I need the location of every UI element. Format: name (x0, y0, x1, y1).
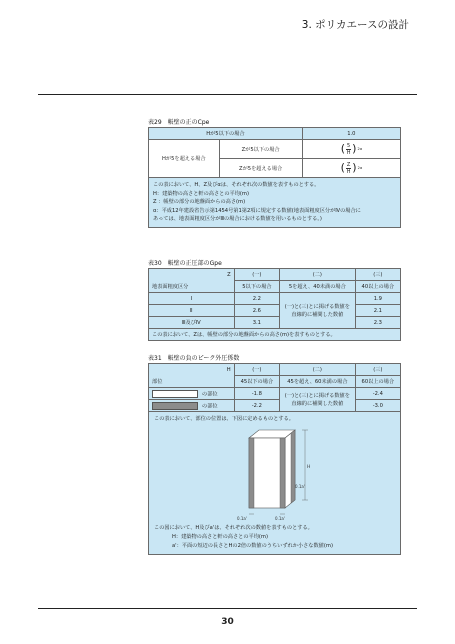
t30-header-z: Z (149, 269, 235, 281)
table30 (148, 268, 401, 341)
t30-note: この表において、Zは、帳壁の部分の地盤面からの高さ(m)を表すものとする。 (149, 329, 401, 341)
t29-row1-label: Hが5以下の場合 (149, 128, 303, 140)
t31-col1-roman: (一) (234, 364, 279, 376)
t31-row-label: の部位 (149, 400, 235, 412)
t31-cell: -3.0 (355, 400, 400, 412)
t30-row-label: Ⅰ (149, 293, 235, 305)
t30-row-label: Ⅲ及びⅣ (149, 317, 235, 329)
t30-col2-roman: (二) (280, 269, 356, 281)
t31-cell: -2.4 (355, 388, 400, 400)
t30-col3-roman: (三) (355, 269, 400, 281)
t30-mid-text: (一)と(三)とに掲げる数値を直線的に補間した数値 (280, 293, 356, 329)
t29-note-line: α：平成12年建設省告示第1454号第1第2項に規定する数値(地表面粗度区分がⅣの場合に (153, 207, 361, 214)
t29-row2-label: Hが5を超える場合 (149, 140, 220, 178)
t30-cell: 2.2 (234, 293, 279, 305)
t30-col2: 5を超え、40未満の場合 (280, 281, 356, 293)
page-number: 30 (221, 617, 234, 627)
t30-row-label: Ⅱ (149, 305, 235, 317)
t31-row-label: の部位 (149, 388, 235, 400)
table29-caption: 表29 帳壁の正のCpe (148, 119, 210, 126)
t31-col2-roman: (二) (280, 364, 356, 376)
t31-col1: 45以下の場合 (234, 376, 279, 388)
t29-formula-5-over-h: ( 5 H ) 2α (302, 140, 400, 159)
t31-col3-roman: (三) (355, 364, 400, 376)
fig-label-a1: 0.1a' (236, 516, 247, 521)
table31 (148, 363, 401, 555)
t30-cell: 2.3 (355, 317, 400, 329)
t31-row-header: 部位 (149, 376, 235, 388)
t30-col3: 40以上の場合 (355, 281, 400, 293)
t29-row2a-label: Zが5以下の場合 (219, 140, 302, 159)
fig-label-a2: 0.1a' (274, 516, 285, 521)
t31-col3: 60以上の場合 (355, 376, 400, 388)
t31-figure-note: この表において、部位の位置は、下図に定めるものとする。 (154, 416, 294, 422)
header-rule (38, 94, 417, 95)
building-zone-figure (215, 426, 335, 522)
fig-label-a3: 0.1a' (294, 484, 305, 489)
gray-zone-swatch (152, 402, 198, 410)
table29 (148, 127, 401, 228)
t30-col1: 5以下の場合 (234, 281, 279, 293)
t30-cell: 2.1 (355, 305, 400, 317)
t29-note-line: あっては、地表面粗度区分がⅢの場合における数値を用いるものとする。) (153, 216, 322, 223)
footer-rule (38, 608, 417, 609)
table30-caption: 表30 帳壁の正圧部のGpe (148, 260, 222, 267)
t31-cell: -2.2 (234, 400, 279, 412)
t30-row-header: 地表面粗度区分 (149, 281, 235, 293)
t29-notes (149, 178, 401, 228)
t30-cell: 2.6 (234, 305, 279, 317)
table31-caption: 表31 帳壁の負のピーク外圧係数 (148, 355, 240, 362)
t30-col1-roman: (一) (234, 269, 279, 281)
t31-foot-line: H：建築物の高さと軒の高さとの平均(m) (172, 534, 269, 540)
t31-foot-line: a'：平面の短辺の長さとHの2倍の数値のうちいずれか小さな数値(m) (172, 543, 333, 549)
t29-note-line: H：建築物の高さと軒の高さとの平均(m) (153, 190, 250, 197)
t31-header-h: H (149, 364, 235, 376)
t29-note-line: この表において、H、Z及びαは、それぞれ次の数値を表すものとする。 (153, 182, 320, 188)
t29-note-line: Z ：帳壁の部分の地盤面からの高さ(m) (153, 199, 246, 206)
t31-mid-text: (一)と(三)とに掲げる数値を直線的に補間した数値 (280, 388, 356, 412)
t31-cell: -1.8 (234, 388, 279, 400)
t31-foot-line: この図において、H及びa'は、それぞれ次の数値を表すものとする。 (154, 525, 313, 531)
t29-formula-z-over-h: ( Z H ) 2α (302, 159, 400, 178)
t31-col2: 45を超え、60未満の場合 (280, 376, 356, 388)
white-zone-swatch (152, 390, 198, 398)
fig-label-h: H (306, 465, 310, 470)
t31-figure-cell (149, 412, 401, 555)
header-title: 3. ポリカエースの設計 (301, 19, 409, 31)
t30-cell: 1.9 (355, 293, 400, 305)
t29-row1-value: 1.0 (302, 128, 400, 140)
t30-cell: 3.1 (234, 317, 279, 329)
t29-row2b-label: Zが5を超える場合 (219, 159, 302, 178)
